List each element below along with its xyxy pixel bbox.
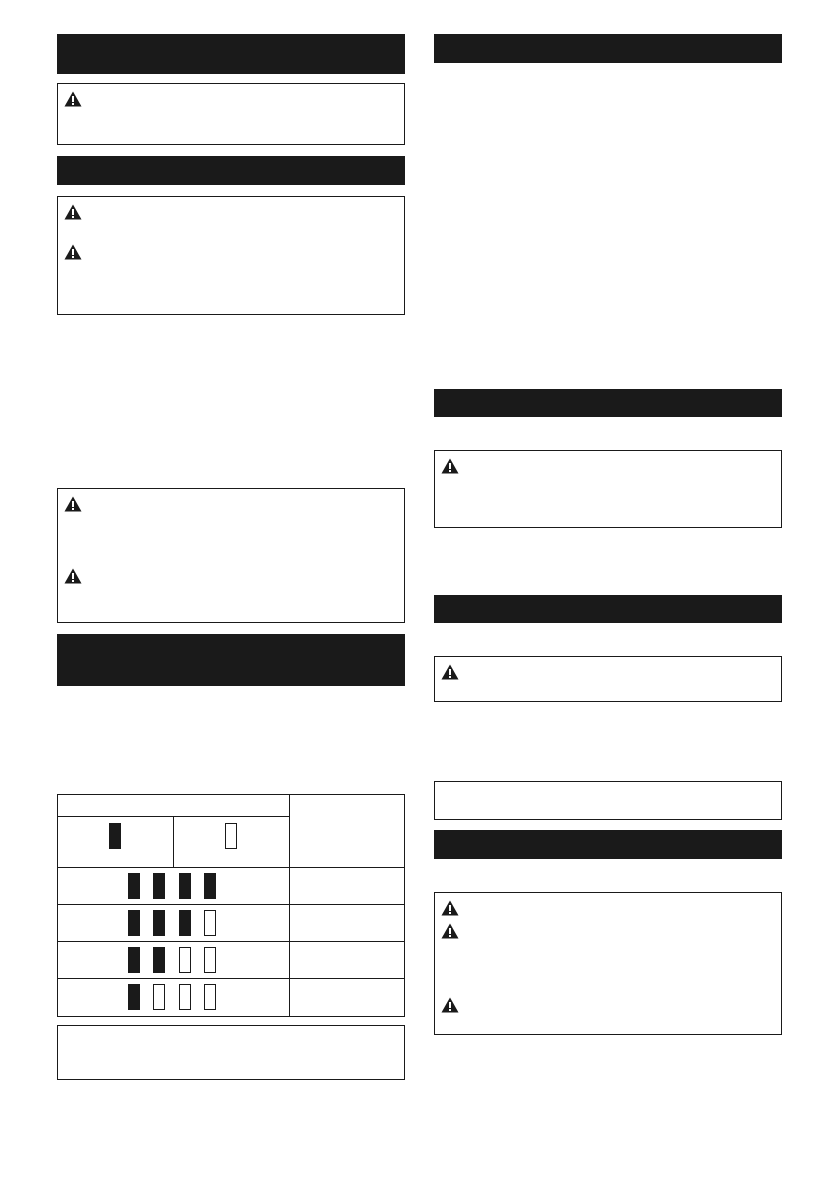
legend-lamp-off [225,823,237,849]
warning-triangle-icon [64,568,82,584]
indicator-lamp-lit [153,910,165,936]
warning-box-3 [57,488,405,623]
warning-triangle-icon [64,496,82,512]
warning-triangle-icon [64,244,82,260]
indicator-lamp-lit [128,910,140,936]
warning-triangle-icon [441,923,459,939]
indicator-lamp-lit [128,947,140,973]
legend-lamp-lit [109,823,121,849]
warning-triangle-icon [441,900,459,916]
indicator-lamp-lit [153,947,165,973]
section-header-7 [434,830,782,859]
section-header-5 [434,389,782,417]
section-header-1 [57,34,405,74]
warning-box-5 [434,656,782,702]
note-box-2 [434,781,782,820]
indicator-lamp-off [204,984,216,1010]
section-header-2 [57,156,405,185]
indicator-lamp-table [57,794,405,1017]
section-header-3 [57,634,405,686]
warning-box-4 [434,450,782,528]
indicator-lamp-lit [179,910,191,936]
warning-triangle-icon [441,997,459,1013]
warning-triangle-icon [441,458,459,474]
indicator-lamp-off [204,910,216,936]
indicator-lamp-off [179,947,191,973]
warning-box-1 [57,83,405,145]
note-box [57,1025,405,1080]
indicator-lamp-lit [128,873,140,899]
warning-box-6 [434,892,782,1035]
warning-triangle-icon [64,204,82,220]
warning-triangle-icon [441,664,459,680]
indicator-lamp-lit [128,984,140,1010]
warning-box-2 [57,196,405,315]
indicator-lamp-lit [153,873,165,899]
indicator-lamp-off [153,984,165,1010]
indicator-lamp-lit [204,873,216,899]
indicator-lamp-lit [179,873,191,899]
section-header-4 [434,34,782,63]
indicator-lamp-off [179,984,191,1010]
warning-triangle-icon [64,91,82,107]
indicator-lamp-off [204,947,216,973]
section-header-6 [434,595,782,623]
